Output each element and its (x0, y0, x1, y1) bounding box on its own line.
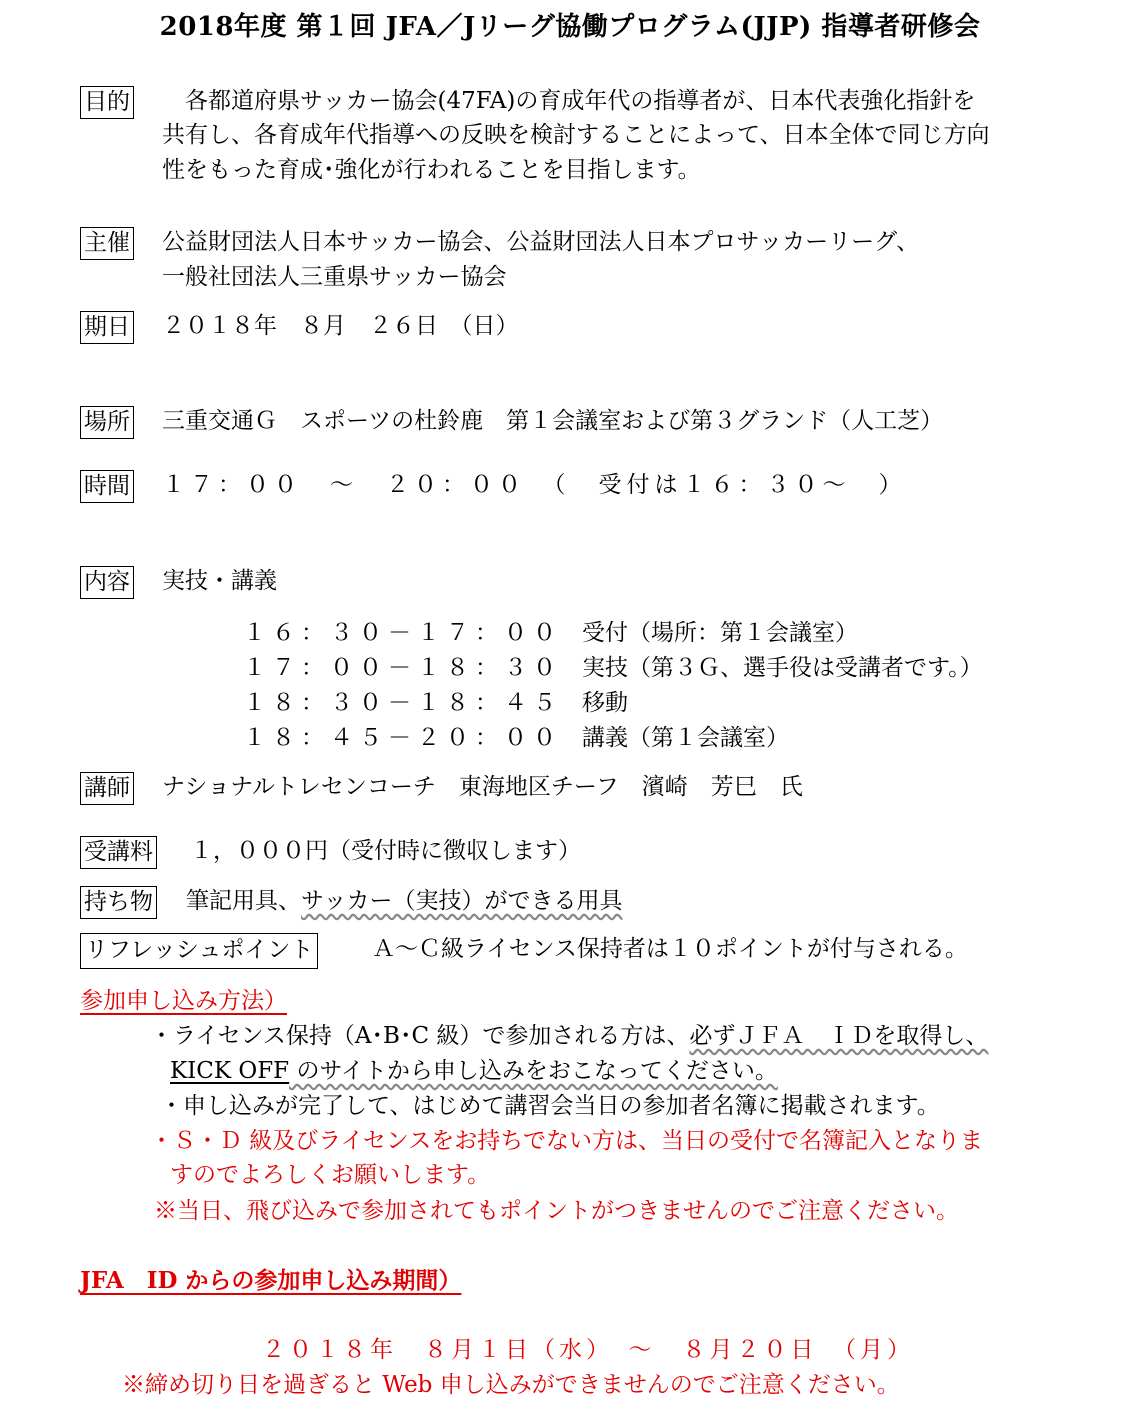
purpose-line-3: 性をもった育成･強化が行われることを目指します。 (162, 157, 701, 183)
venue-value: 三重交通Ｇ スポーツの杜鈴鹿 第１会議室および第３グランド（人工芝） (162, 408, 944, 434)
organizer-line-2: 一般社団法人三重県サッカー協会 (162, 264, 507, 290)
kickoff-site: KICK OFF (170, 1058, 290, 1084)
content-value: 実技・講義 (162, 568, 277, 594)
schedule-time-4: １８：４５－２０：００ (243, 725, 562, 751)
date-label: 期日 (80, 311, 134, 344)
schedule-desc-1: 受付（場所：第１会議室） (582, 620, 858, 646)
purpose-line-1: 各都道府県サッカー協会(47FA)の育成年代の指導者が、日本代表強化指針を (162, 88, 976, 114)
application-bullet-1: ・ライセンス保持（A･B･C 級）で参加される方は、必ずＪＦＡ ＩＤを取得し、 (150, 1023, 989, 1049)
application-bullet-3-cont: すのでよろしくお願いします。 (170, 1162, 491, 1188)
belongings-plain: 筆記用具、 (186, 888, 301, 914)
content-label: 内容 (80, 566, 134, 599)
belongings-underlined: サッカー（実技）ができる用具 (301, 888, 623, 914)
period-value: ２０１８年 ８月１日（水） ～ ８月２０日 （月） (262, 1337, 914, 1363)
schedule-desc-3: 移動 (582, 690, 628, 716)
organizer-line-1: 公益財団法人日本サッカー協会、公益財団法人日本プロサッカーリーグ、 (162, 229, 920, 255)
fee-label: 受講料 (80, 836, 157, 869)
refresh-value: Ａ～Ｃ級ライセンス保持者は１０ポイントが付与される。 (372, 936, 968, 962)
period-heading: JFA ID からの参加申し込み期間） (80, 1267, 462, 1294)
purpose-label: 目的 (80, 86, 134, 119)
organizer-label: 主催 (80, 227, 134, 260)
date-value: ２０１８年 ８月 ２６日 （日） (162, 313, 519, 339)
schedule-desc-2: 実技（第３Ｇ、選手役は受講者です。） (582, 655, 983, 681)
application-heading: 参加申し込み方法） (80, 988, 287, 1014)
application-bullet-1-cont: KICK OFF のサイトから申し込みをおこなってください。 (170, 1058, 778, 1084)
instructor-label: 講師 (80, 772, 134, 805)
time-label: 時間 (80, 470, 134, 503)
period-note: ※締め切り日を過ぎると Web 申し込みができませんのでご注意ください。 (122, 1372, 900, 1398)
page-title: 2018年度 第１回 JFA／Jリーグ協働プログラム(JJP) 指導者研修会 (159, 12, 981, 42)
purpose-line-2: 共有し、各育成年代指導への反映を検討することによって、日本全体で同じ方向 (162, 122, 990, 148)
jfa-id-requirement: 必ずＪＦＡ ＩＤを取得し、 (689, 1023, 989, 1049)
schedule-desc-4: 講義（第１会議室） (582, 725, 789, 751)
venue-label: 場所 (80, 406, 134, 439)
application-bullet-3: ・Ｓ・Ｄ 級及びライセンスをお持ちでない方は、当日の受付で名簿記入となりま (150, 1128, 984, 1154)
application-bullet-2: ・申し込みが完了して、はじめて講習会当日の参加者名簿に掲載されます。 (160, 1093, 940, 1119)
application-note: ※当日、飛び込みで参加されてもポイントがつきませんのでご注意ください。 (154, 1198, 959, 1224)
schedule-time-3: １８：３０－１８：４５ (243, 690, 562, 716)
refresh-label: リフレッシュポイント (80, 933, 318, 969)
schedule-time-1: １６：３０－１７：００ (243, 620, 562, 646)
instructor-value: ナショナルトレセンコーチ 東海地区チーフ 濱崎 芳巳 氏 (162, 774, 803, 800)
time-value: １７：００ ～ ２０：００ （ 受付は１６：３０～ ） (162, 472, 907, 498)
belongings-label: 持ち物 (80, 886, 157, 919)
belongings-value (186, 884, 623, 918)
schedule-time-2: １７：００－１８：３０ (243, 655, 562, 681)
fee-value: １，０００円（受付時に徴収します） (190, 838, 581, 864)
